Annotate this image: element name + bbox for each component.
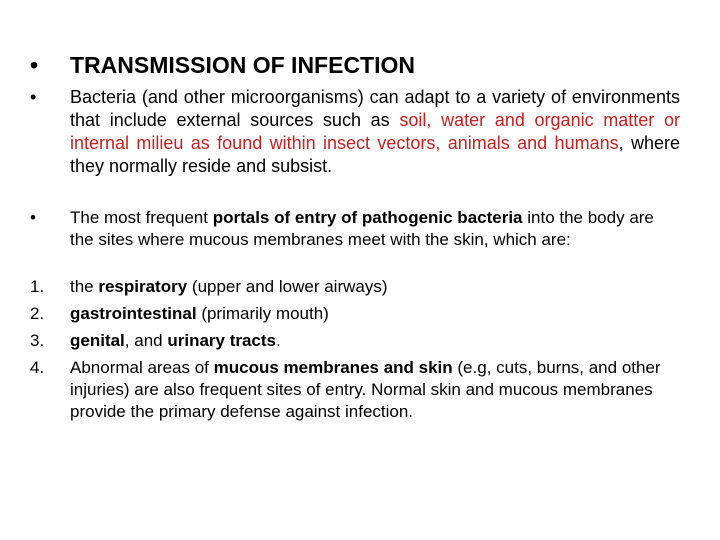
bullet-icon: • <box>30 52 39 78</box>
slide-title: TRANSMISSION OF INFECTION <box>70 52 415 78</box>
bold-term: gastrointestinal <box>70 304 197 323</box>
text-run: . <box>276 331 281 350</box>
paragraph-text <box>70 207 680 251</box>
text-run: , and <box>124 331 168 350</box>
list-item <box>30 303 680 325</box>
title-row <box>30 50 680 80</box>
list-number: 1. <box>30 277 45 296</box>
bullet-icon: • <box>30 208 36 227</box>
text-run: , where they normally reside and subsist. <box>70 133 681 176</box>
text-run: into the body are the sites where mucous membranes meet with the skin, which are: <box>70 208 654 249</box>
text-run: Bacteria (and other microorganisms) can adapt to a variety of environments that include external sources such as <box>70 87 680 130</box>
list-number: 3. <box>30 331 45 350</box>
paragraph-adaptation <box>30 86 680 178</box>
text-run: The most frequent <box>70 208 213 227</box>
text-run: (upper and lower airways) <box>187 277 388 296</box>
paragraph-text <box>70 86 680 178</box>
list-item <box>30 357 680 423</box>
text-run: Abnormal areas of <box>70 358 214 377</box>
paragraph-portals <box>30 207 680 251</box>
bullet-icon: • <box>30 87 37 107</box>
list-number: 2. <box>30 304 45 323</box>
list-number: 4. <box>30 358 45 377</box>
bold-term: urinary tracts <box>167 331 277 350</box>
bold-term: mucous membranes and skin <box>213 358 453 377</box>
bold-term: respiratory <box>98 277 188 296</box>
bold-term: genital <box>70 331 125 350</box>
list-item <box>30 276 680 298</box>
text-run: the <box>70 277 99 296</box>
text-run: (e.g, cuts, burns, and other injuries) are also frequent sites of entry. Normal skin and mucous membranes provide the primary defense against infection. <box>70 358 661 421</box>
bold-term: portals of entry of pathogenic bacteria <box>212 208 523 227</box>
highlighted-sources: soil, water and organic matter or internal milieu as found within insect vectors, animals and humans <box>70 110 680 153</box>
text-run: (primarily mouth) <box>196 304 329 323</box>
list-item <box>30 330 680 352</box>
